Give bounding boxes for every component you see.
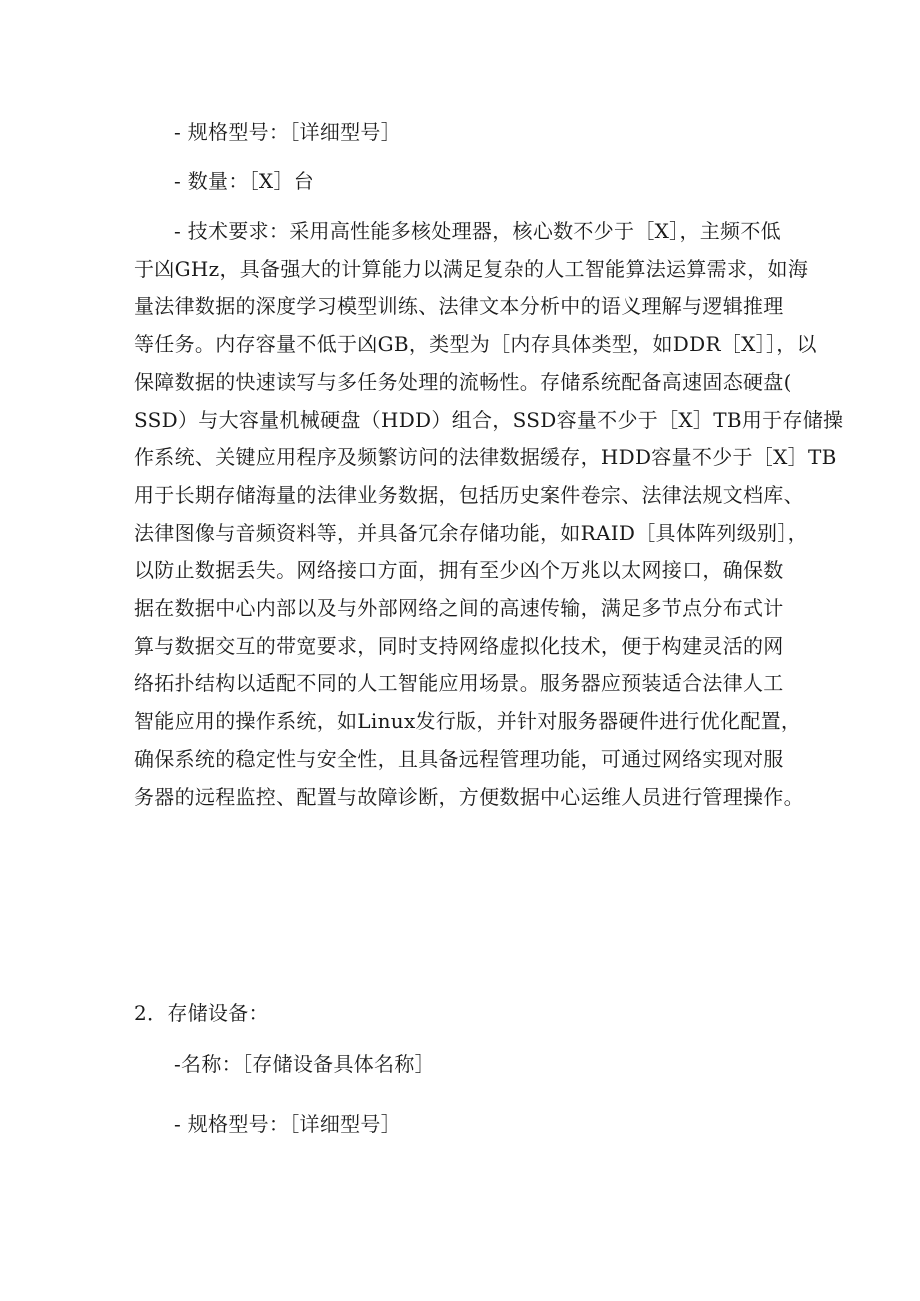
paragraph-line: 于凶GHz，具备强大的计算能力以满足复杂的人工智能算法运算需求，如海	[134, 256, 809, 281]
paragraph-line: 作系统、关键应用程序及频繁访问的法律数据缓存，HDD容量不少于［X］TB	[134, 445, 837, 470]
storage-spec-model-line: - 规格型号：［详细型号］	[174, 1112, 402, 1136]
paragraph-line: 据在数据中心内部以及与外部网络之间的高速传输，满足多节点分布式计	[134, 596, 784, 621]
paragraph-line: 务器的远程监控、配置与故障诊断，方便数据中心运维人员进行管理操作。	[134, 784, 804, 809]
paragraph-line: 智能应用的操作系统，如Linux发行版，并针对服务器硬件进行优化配置，	[134, 709, 802, 734]
paragraph-line: 法律图像与音频资料等，并具备冗余存储功能，如RAID［具体阵列级别］，	[134, 520, 808, 545]
tech-requirements-paragraph	[134, 213, 844, 816]
paragraph-line: 用于长期存储海量的法律业务数据，包括历史案件卷宗、法律法规文档库、	[134, 482, 804, 507]
paragraph-line: 络拓扑结构以适配不同的人工智能应用场景。服务器应预装适合法律人工	[134, 671, 784, 696]
paragraph-line: 确保系统的稳定性与安全性，且具备远程管理功能，可通过网络实现对服	[134, 746, 784, 771]
paragraph-line: 保障数据的快速读写与多任务处理的流畅性。存储系统配备高速固态硬盘(	[134, 369, 792, 394]
paragraph-line: - 技术要求：采用高性能多核处理器，核心数不少于［X］，主频不低	[174, 219, 781, 243]
paragraph-line: 量法律数据的深度学习模型训练、法律文本分析中的语义理解与逻辑推理	[134, 294, 784, 319]
section-heading: 2．存储设备：	[134, 1001, 269, 1025]
spec-model-line: - 规格型号：［详细型号］	[174, 120, 402, 144]
storage-name-line: -名称：［存储设备具体名称］	[174, 1052, 435, 1076]
paragraph-line: SSD）与大容量机械硬盘（HDD）组合，SSD容量不少于［X］TB用于存储操	[134, 407, 844, 432]
paragraph-line: 以防止数据丢失。网络接口方面，拥有至少凶个万兆以太网接口，确保数	[134, 558, 784, 583]
paragraph-line: 算与数据交互的带宽要求，同时支持网络虚拟化技术，便于构建灵活的网	[134, 633, 784, 658]
paragraph-line: 等任务。内存容量不低于凶GB，类型为［内存具体类型，如DDR［X］］，以	[134, 332, 817, 357]
quantity-line: - 数量：［X］台	[174, 169, 315, 193]
